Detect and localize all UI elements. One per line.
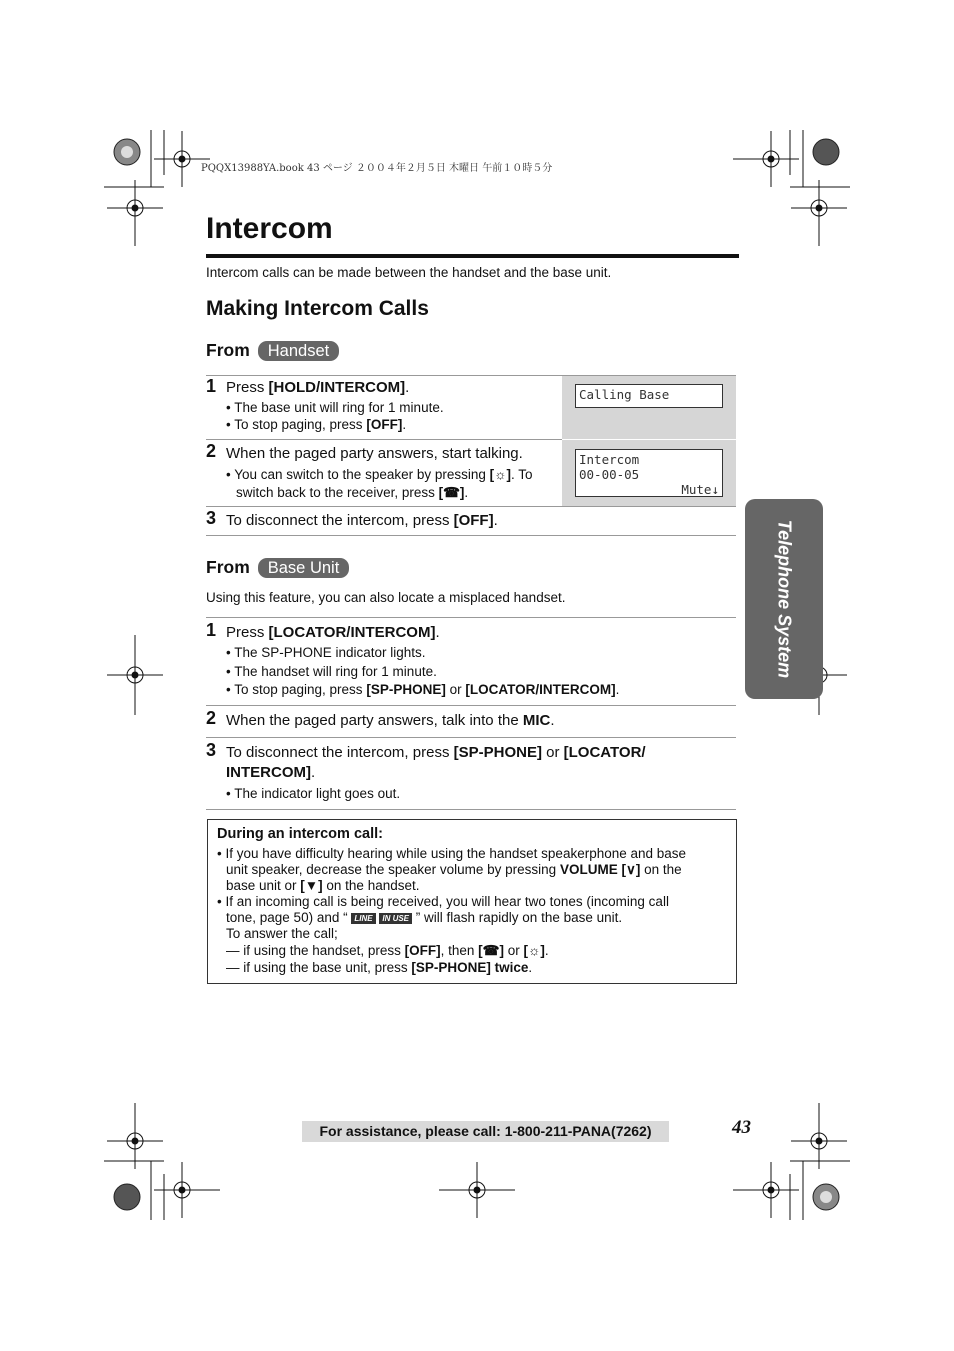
page-number: 43	[732, 1117, 751, 1138]
bullet: • The base unit will ring for 1 minute.	[226, 400, 444, 415]
title-rule	[206, 254, 739, 258]
bullet: • The indicator light goes out.	[226, 786, 401, 801]
base-step-1: Press [LOCATOR/INTERCOM].	[226, 624, 440, 641]
divider	[206, 506, 736, 507]
print-header: PQQX13988YA.book 43 ページ ２００４年２月５日 木曜日 午前１０時５分	[201, 163, 553, 174]
divider	[206, 439, 562, 440]
talk-key: [☎]	[438, 485, 465, 500]
handset-step-1: Press [HOLD/INTERCOM].	[226, 379, 410, 396]
from-label: From	[206, 557, 250, 577]
section-title: Making Intercom Calls	[206, 297, 429, 320]
note-box: During an intercom call: • If you have difficulty hearing while using the handset speakerphone and base unit speaker, decrease the speaker volume by pressing VOLUME [∨] on the base unit or [▼] on the handset. • If an incoming call is being received, you will hear two tones (incoming call tone, page 50) and “ LINE IN USE ” will flash rapidly on the base unit. To answer the call; — if using the handset, press [OFF], then [☎] or [☼]. — if using the base unit, press [SP-PHONE] twice.	[207, 819, 737, 984]
base-step-2: When the paged party answers, talk into the MIC.	[226, 712, 555, 729]
note-heading: During an intercom call:	[217, 826, 383, 842]
divider	[206, 705, 736, 706]
handset-step-2: When the paged party answers, start talking.	[226, 445, 523, 462]
step-number: 3	[206, 508, 217, 528]
speaker-key: [☼]	[489, 467, 512, 482]
handset-step-3: To disconnect the intercom, press [OFF].	[226, 512, 498, 529]
from-handset-heading	[206, 340, 339, 361]
from-base-heading	[206, 557, 349, 578]
side-tab-label: Telephone System	[774, 519, 795, 679]
base-intro: Using this feature, you can also locate a misplaced handset.	[206, 590, 566, 605]
base-unit-badge: Base Unit	[258, 558, 350, 578]
page-title: Intercom	[206, 212, 333, 245]
bullet: • To stop paging, press [OFF].	[226, 417, 407, 432]
bullet: • The SP-PHONE indicator lights.	[226, 645, 426, 660]
bullet: • You can switch to the speaker by pressing [☼]. To	[226, 467, 533, 482]
base-step-3-cont: INTERCOM].	[226, 764, 316, 781]
step-number: 1	[206, 376, 217, 396]
divider	[206, 535, 736, 536]
line-indicator-icon: LINE	[351, 913, 375, 924]
bullet: switch back to the receiver, press [☎].	[236, 485, 469, 500]
handset-badge: Handset	[258, 341, 339, 361]
step-number: 3	[206, 740, 217, 760]
divider	[206, 617, 736, 618]
lcd-display-intercom: Intercom 00-00-05 Mute↓	[575, 449, 723, 497]
hold-intercom-key: [HOLD/INTERCOM]	[268, 379, 406, 396]
divider	[206, 737, 736, 738]
in-use-indicator-icon: IN USE	[379, 913, 412, 924]
footer-assistance: For assistance, please call: 1-800-211-PANA(7262)	[302, 1121, 669, 1142]
bullet: • The handset will ring for 1 minute.	[226, 664, 437, 679]
step-number: 2	[206, 441, 217, 461]
base-step-3: To disconnect the intercom, press [SP-PHONE] or [LOCATOR/	[226, 744, 646, 761]
from-label: From	[206, 340, 250, 360]
bullet: • To stop paging, press [SP-PHONE] or [LOCATOR/INTERCOM].	[226, 682, 620, 697]
lcd-display-calling: Calling Base	[575, 384, 723, 408]
volume-key: VOLUME [∨]	[559, 862, 641, 877]
step-number: 2	[206, 708, 217, 728]
divider	[206, 809, 736, 810]
step-number: 1	[206, 620, 217, 640]
intro-text: Intercom calls can be made between the handset and the base unit.	[206, 265, 612, 280]
divider	[206, 375, 736, 376]
